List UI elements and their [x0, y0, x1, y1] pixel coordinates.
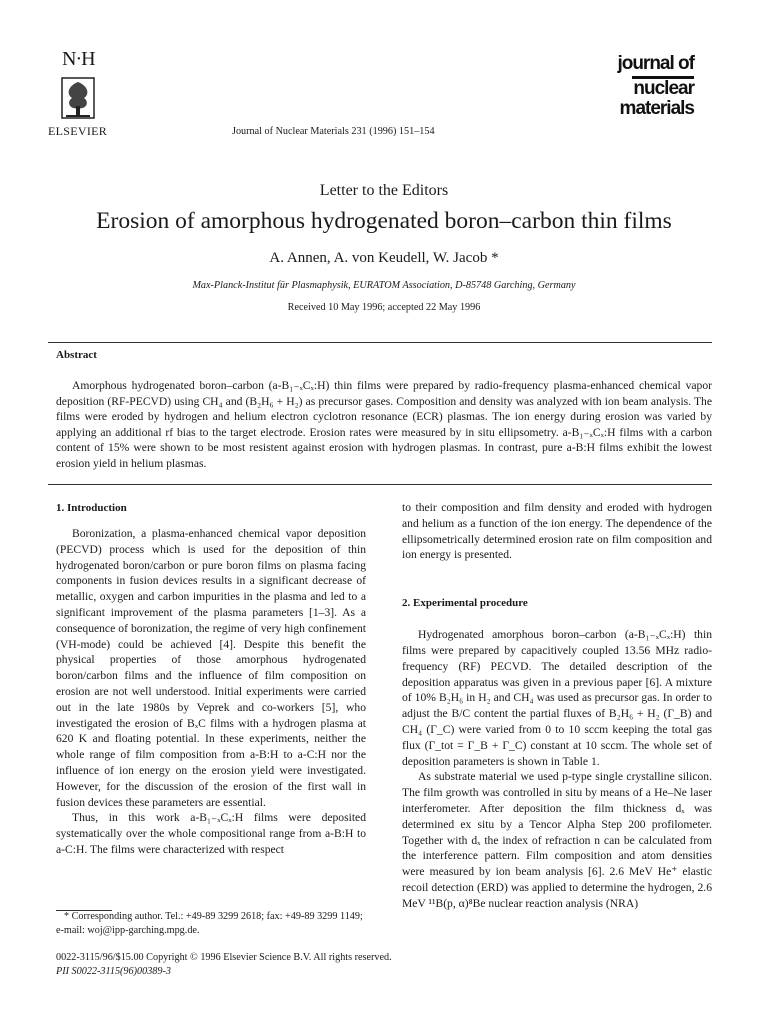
pii-line: PII S0022-3115(96)00389-3	[56, 966, 171, 977]
affiliation: Max-Planck-Institut für Plasmaphysik, EURATOM Association, D-85748 Garching, Germany	[192, 280, 576, 291]
journal-logo-line-2: nuclear	[633, 78, 694, 99]
publisher-name: ELSEVIER	[48, 124, 108, 138]
intro-continuation: to their composition and film density and eroded with hydrogen and helium as a function of the ion energy. The dependence of the ellipsometrically determined erosion rate on film composition and ion energy is presented.	[402, 501, 712, 562]
publisher-mark: N·H	[62, 48, 95, 70]
intro-paragraph-2: Thus, in this work a-B₁₋ₓCₓ:H films were deposited systematically over the whole compositional range from a-B:H to a-C:H. The films were characterized with respect	[56, 811, 366, 856]
divider-top	[48, 342, 712, 343]
experimental-paragraph-1: Hydrogenated amorphous boron–carbon (a-B₁₋ₓCₓ:H) thin films were prepared by capacitively coupled 13.56 MHz radio-frequency (RF) PECVD. The detailed description of the deposition apparatus was given in a previous paper [6]. A mixture of 10% B₂H₆ in H₂ and CH₄ was used as precursor gas. In order to adjust the B/C content the partial fluxes of B₂H₆ + H₂ (Γ_B) and CH₄ (Γ_C) were varied from 0 to 10 sccm keeping the total gas flux (Γ_tot = Γ_B + Γ_C) constant at 10 sccm. The whole set of deposition parameters is shown in Table 1.	[402, 628, 712, 768]
journal-citation: Journal of Nuclear Materials 231 (1996) 151–154	[232, 126, 435, 137]
journal-logo-line-1: journal of	[617, 53, 694, 74]
copyright-line: 0022-3115/96/$15.00 Copyright © 1996 Elsevier Science B.V. All rights reserved.	[56, 952, 392, 963]
intro-heading: 1. Introduction	[56, 502, 127, 514]
tree-emblem-icon	[58, 72, 98, 120]
divider-abstract	[48, 484, 712, 485]
abstract-text: Amorphous hydrogenated boron–carbon (a-B₁₋ₓCₓ:H) thin films were prepared by radio-frequency plasma-enhanced chemical vapor deposition (RF-PECVD) using CH₄ and (B₂H₆ + H₂) as precursor gases. Composition and density was analyzed with ion beam analysis. The films were eroded by hydrogen and helium electron cyclotron resonance (ECR) plasmas. The ion energy during erosion was varied by applying an additional rf bias to the target electrode. Erosion rates were measured by in situ ellipsometry. a-B₁₋ₓCₓ:H films with a carbon content of 15% were shown to be most resistent against erosion with hydrogen plasmas. In contrast, pure a-B:H films exhibit the lowest erosion yield in helium plasmas.	[56, 379, 712, 470]
article-title: Erosion of amorphous hydrogenated boron–carbon thin films	[96, 208, 672, 234]
experimental-paragraph-2: As substrate material we used p-type single crystalline silicon. The film growth was controlled in situ by means of a He–Ne laser interferometer. After deposition the film thickness dₓ was determined ex situ by a Tencor Alpha Step 200 profilometer. Together with dₓ the index of refraction n can be calculated from the interference pattern. Film composition and atom densities were measured by ion beam analysis [6]. 2.6 MeV He⁺ elastic recoil detection (ERD) was applied to determine the hydrogen, 2.6 MeV ¹¹B(p, α)⁸Be nuclear reaction analysis (NRA)	[402, 770, 712, 910]
authors: A. Annen, A. von Keudell, W. Jacob *	[269, 250, 499, 266]
corresponding-author-footnote: * Corresponding author. Tel.: +49-89 3299 2618; fax: +49-89 3299 1149; e-mail: woj@ipp-garching.mpg.de.	[56, 911, 363, 936]
intro-paragraph-1: Boronization, a plasma-enhanced chemical vapor deposition (PECVD) process which is used for the deposition of thin hydrogenated boron/carbon or pure boron films on plasma facing components in fusion devices results in a significant decrease of metallic, oxygen and carbon impurities in the plasma and led to a significant improvement of the plasma parameters [1–3]. As a consequence of boronization, the regime of very high confinement (VH-mode) could be achieved [4]. Despite this benefit the physical properties of those amorphous hydrogenated boron/carbon films and the influence of film composition on erosion are not well understood. Initial experiments were carried out in the late 1980s by Veprek and co-workers [5], who investigated the erosion of BₓC films with a hydrogen plasma at 620 K and floating potential. In these experiments, neither the whole range of film composition from a-B:H to a-C:H nor the influence of ion energy on the erosion yield were investigated. However, for the discussion of the erosion of the first wall in fusion devices these parameters are essential.	[56, 527, 366, 809]
journal-logo-line-3: materials	[619, 98, 694, 119]
experimental-heading: 2. Experimental procedure	[402, 597, 528, 610]
left-column	[56, 494, 366, 858]
right-column	[402, 500, 712, 912]
section-label: Letter to the Editors	[319, 182, 449, 199]
abstract-heading: Abstract	[56, 349, 97, 361]
journal-logo	[590, 54, 694, 136]
received-date: Received 10 May 1996; accepted 22 May 1996	[287, 302, 481, 313]
